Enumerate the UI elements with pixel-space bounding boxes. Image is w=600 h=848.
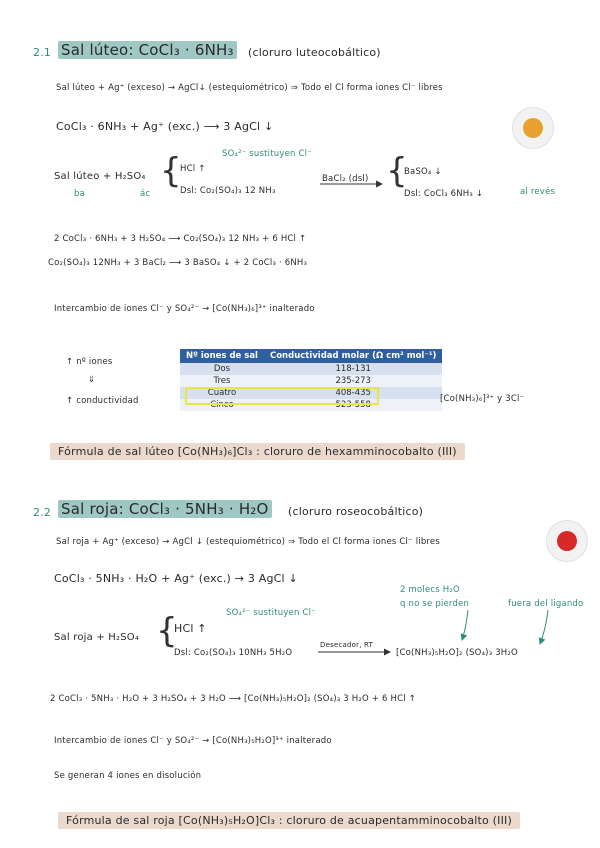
- brace-icon: {: [386, 151, 408, 191]
- section-title: Sal lúteo: CoCl₃ · 6NH₃: [58, 41, 237, 59]
- note: ↑ conductividad: [66, 396, 139, 406]
- annotation-arrow: [540, 610, 548, 644]
- equation: 2 CoCl₃ · 5NH₃ · H₂O + 3 H₂SO₄ + 3 H₂O ⟶ [Co(NH₃)₅H₂O]₂ (SO₄)₃ 3 H₂O + 6 HCl ↑: [50, 694, 417, 704]
- table-header: Nº iones de sal: [180, 349, 264, 363]
- annotation: q no se pierden: [400, 599, 470, 609]
- table-row: Cuatro 408-435: [180, 387, 442, 399]
- table-row: Dos 118-131: [180, 363, 442, 375]
- brace-icon: {: [160, 151, 182, 191]
- complex-ions: [Co(NH₃)₆]³⁺ y 3Cl⁻: [440, 394, 525, 404]
- annotation: fuera del ligando: [508, 599, 584, 609]
- section-number: 2.1: [33, 46, 52, 59]
- reaction-line: Intercambio de iones Cl⁻ y SO₄²⁻ → [Co(NH₃)₅H₂O]³⁺ inalterado: [54, 736, 332, 746]
- arrow-label: Desecador, RT: [320, 641, 374, 649]
- down-arrow-icon: ⇓: [88, 375, 96, 385]
- section-title: Sal roja: CoCl₃ · 5NH₃ · H₂O: [58, 500, 272, 518]
- formula-banner: Fórmula de sal lúteo [Co(NH₃)₆]Cl₃ : cloruro de hexamminocobalto (III): [50, 445, 465, 458]
- equation: 2 CoCl₃ · 6NH₃ + 3 H₂SO₄ ⟶ Co₂(SO₄)₃ 12 NH₃ + 6 HCl ↑: [54, 234, 307, 244]
- note: Se generan 4 iones en disolución: [54, 771, 202, 781]
- formula-banner: Fórmula de sal roja [Co(NH₃)₅H₂O]Cl₃ : cloruro de acuapentamminocobalto (III): [58, 814, 520, 827]
- reaction-line: CoCl₃ · 5NH₃ · H₂O + Ag⁺ (exc.) → 3 AgCl ↓: [54, 572, 298, 585]
- arrow-label: BaCl₂ (dsl): [322, 174, 369, 184]
- brace-icon: {: [156, 611, 178, 651]
- annotation-arrow: [462, 610, 468, 640]
- reaction-line: HCl ↑: [174, 622, 207, 635]
- reaction-line: Intercambio de iones Cl⁻ y SO₄²⁻ → [Co(NH₃)₆]³⁺ inalterado: [54, 304, 315, 314]
- section-number: 2.2: [33, 506, 52, 519]
- reaction-line: CoCl₃ · 6NH₃ + Ag⁺ (exc.) ⟶ 3 AgCl ↓: [56, 120, 274, 133]
- annotation: al revés: [520, 187, 556, 197]
- reaction-line: Dsl: CoCl₃ 6NH₃ ↓: [404, 189, 484, 199]
- reaction-line: Dsl: Co₂(SO₄)₃ 12 NH₃: [180, 186, 276, 196]
- note: ↑ nº iones: [66, 357, 113, 367]
- section-subtitle: (cloruro roseocobáltico): [288, 505, 424, 518]
- reaction-line: Sal roja + Ag⁺ (exceso) → AgCl ↓ (estequiométrico) ⇒ Todo el Cl forma iones Cl⁻ libres: [56, 537, 440, 547]
- table-header: Conductividad molar (Ω cm² mol⁻¹): [264, 349, 442, 363]
- table-row: Cinco 523-558: [180, 399, 442, 411]
- table-row: Tres 235-273: [180, 375, 442, 387]
- reaction-line: BaSO₄ ↓: [404, 167, 442, 177]
- annotation: ác: [140, 189, 151, 199]
- reaction-line: Sal roja + H₂SO₄: [54, 632, 140, 643]
- equation: Co₂(SO₄)₃ 12NH₃ + 3 BaCl₂ ⟶ 3 BaSO₄ ↓ + 2 CoCl₃ · 6NH₃: [48, 258, 308, 268]
- reaction-line: Sal lúteo + H₂SO₄: [54, 171, 146, 182]
- annotation: 2 molecs H₂O: [400, 585, 460, 595]
- annotation: SO₄²⁻ sustituyen Cl⁻: [222, 149, 312, 159]
- reaction-line: Sal lúteo + Ag⁺ (exceso) → AgCl↓ (estequiométrico) ⇒ Todo el Cl forma iones Cl⁻ libres: [56, 83, 443, 93]
- reaction-line: HCl ↑: [180, 164, 206, 174]
- annotation: ba: [74, 189, 86, 199]
- reaction-line: Dsl: Co₂(SO₄)₃ 10NH₃ 5H₂O: [174, 648, 293, 658]
- section-subtitle: (cloruro luteocobáltico): [248, 46, 381, 59]
- annotation: SO₄²⁻ sustituyen Cl⁻: [226, 608, 316, 618]
- reaction-line: [Co(NH₃)₅H₂O]₂ (SO₄)₃ 3H₂O: [396, 648, 518, 658]
